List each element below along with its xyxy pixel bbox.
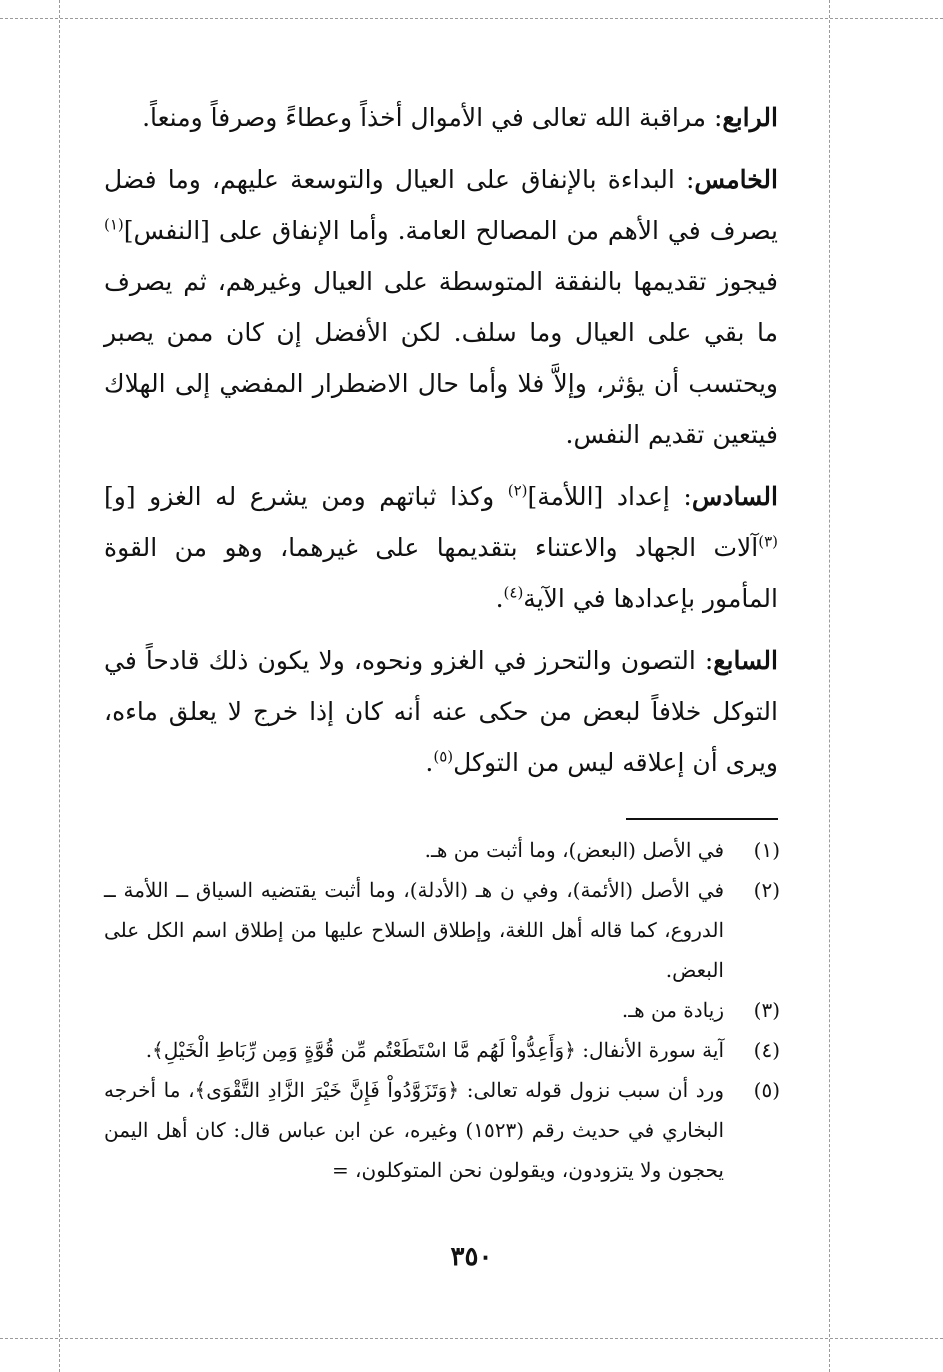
paragraph-fifth (104, 154, 778, 460)
footnote-separator (626, 818, 778, 820)
paragraph-text: : البداءة بالإنفاق على العيال والتوسعة عليهم، وما فضل يصرف في الأهم من المصالح العامة. وأما الإنفاق على [النفس] (104, 165, 778, 245)
footnote-text: ورد أن سبب نزول قوله تعالى: ﴿وَتَزَوَّدُواْ فَإِنَّ خَيْرَ الزَّادِ التَّقْوَى﴾، ما أخرجه البخاري في حديث رقم (١٥٢٣) وغيره، عن ابن عباس قال: كان أهل اليمن يحجون ولا يتزودون، ويقولون نحن المتوكلون، = (104, 1078, 724, 1182)
footnote-text: آية سورة الأنفال: ﴿وَأَعِدُّواْ لَهُم مَّا اسْتَطَعْتُم مِّن قُوَّةٍ وَمِن رِّبَاطِ الْخَيْلِ﴾. (145, 1038, 724, 1062)
footnote-text: في الأصل (البعض)، وما أثبت من هـ. (424, 838, 724, 862)
footnote-marker: (٢) (507, 481, 528, 500)
footnote-number: (٤) (753, 1038, 780, 1062)
section-lead: الرابع (722, 103, 778, 132)
paragraph-text: : مراقبة الله تعالى في الأموال أخذاً وعطاءً وصرفاً ومنعاً. (142, 103, 723, 132)
paragraph-text: وكذا ثباتهم ومن يشرع له الغزو [و] (104, 482, 508, 511)
paragraph-sixth (104, 471, 778, 624)
paragraph-text: . (495, 584, 504, 613)
paragraph-text: آلات الجهاد والاعتناء بتقديمها على غيرهما، وهو من القوة المأمور بإعدادها في الآية (104, 533, 778, 613)
paragraph-text: . (425, 748, 434, 777)
paragraph-text: فيجوز تقديمها بالنفقة المتوسطة على العيال وغيرهم، ثم يصرف ما بقي على العيال وما سلف. لكن الأفضل إن كان ممن يصبر ويحتسب أن يؤثر، وإلاَّ فلا وأما حال الاضطرار المفضي إلى الهلاك فيتعين تقديم النفس. (104, 267, 778, 449)
paragraph-text: : التصون والتحرز في الغزو ونحوه، ولا يكون ذلك قادحاً في التوكل خلافاً لبعض من حكى عنه أنه كان إذا خرج لا يعلق ماءه، ويرى أن إعلاقه ليس من التوكل (104, 646, 778, 777)
crop-guide-left (59, 0, 60, 1372)
paragraph-seventh (104, 635, 778, 788)
main-text (104, 92, 778, 799)
footnotes (104, 830, 780, 1190)
footnote-text: زيادة من هـ. (621, 998, 724, 1022)
footnote-marker: (٤) (503, 583, 524, 602)
section-lead: الخامس (694, 165, 778, 194)
footnote-marker: (٥) (433, 747, 454, 766)
crop-guide-right (829, 0, 830, 1372)
footnote-text: في الأصل (الأئمة)، وفي ن هـ (الأدلة)، وما أثبت يقتضيه السياق ــ اللأمة ــ الدروع، كما قاله أهل اللغة، وإطلاق السلاح عليها من إطلاق اسم الكل على البعض. (104, 878, 725, 982)
crop-guide-top (0, 18, 943, 19)
crop-guide-bottom (0, 1338, 943, 1339)
paragraph-text: : إعداد [اللأمة] (527, 482, 692, 511)
footnote-number: (٣) (753, 998, 780, 1022)
section-lead: السابع (713, 646, 778, 675)
footnote-item (104, 1030, 780, 1070)
footnote-number: (١) (753, 838, 780, 862)
footnote-item (104, 830, 780, 870)
footnote-marker: (١) (104, 215, 124, 234)
footnote-item (104, 1070, 780, 1190)
footnote-marker: (٣) (758, 532, 778, 551)
paragraph-fourth (104, 92, 778, 143)
footnote-number: (٢) (753, 878, 780, 902)
section-lead: السادس (691, 482, 778, 511)
footnote-item (104, 870, 780, 990)
page-number: ٣٥٠ (450, 1242, 493, 1272)
footnote-number: (٥) (753, 1078, 780, 1102)
footnote-item (104, 990, 780, 1030)
